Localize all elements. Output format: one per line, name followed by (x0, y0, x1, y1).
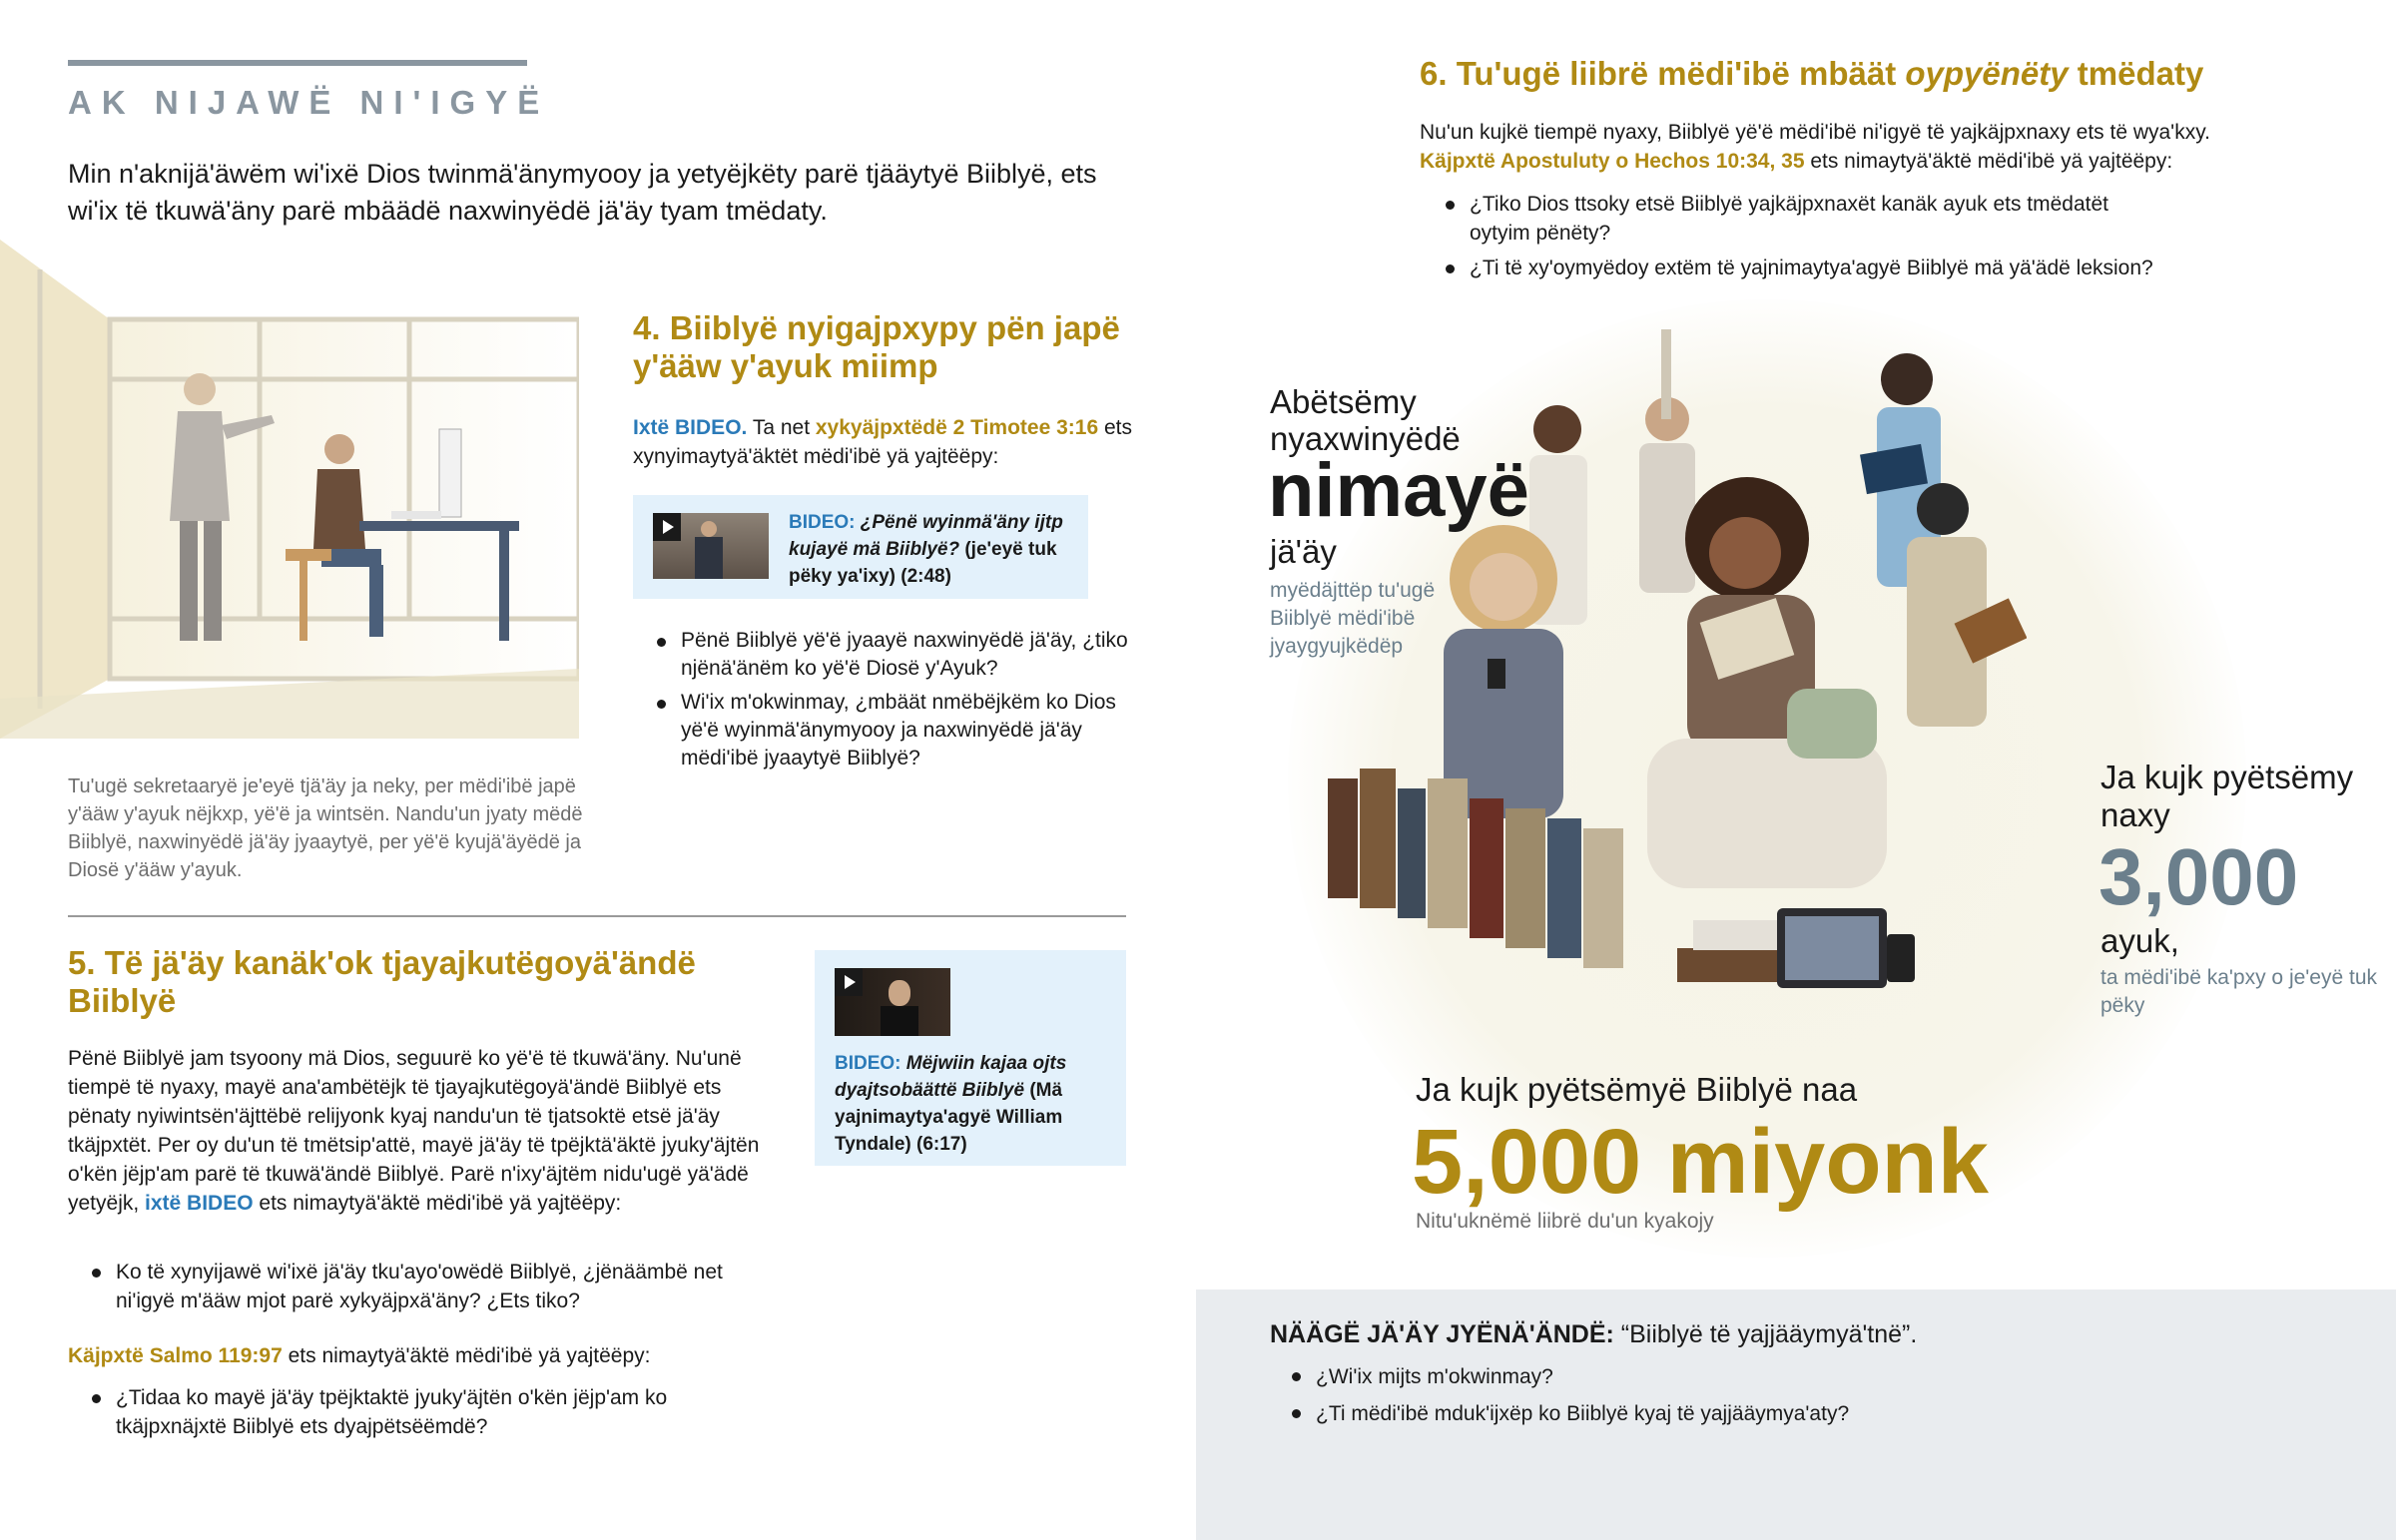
stat-1-text: Abëtsëmy nyaxwinyëdë (1270, 383, 1461, 457)
section-6-body: Nu'un kujkë tiempë nyaxy, Biiblyë yë'ë mëdi'ibë ni'igyë të yajkäjpxnaxy ets të wya'kxy. Käjpxtë Apostuluty o Hechos 10:34, 35 ets nimaytyä'äktë mëdi'ibë yä yajtëëpy: (1420, 121, 2210, 173)
list-item: Wi'ix m'okwinmay, ¿mbäät nmëbëjkëm ko Dios yë'ë wyinmä'änymyooy ja naxwinyëdë jä'äy mëdi'ibë jyaaytyë Biiblyë? (653, 689, 1132, 772)
section-5-questions (88, 1258, 777, 1321)
list-item: ¿Wi'ix mijts m'okwinmay? (1288, 1361, 2186, 1392)
scripture-link[interactable]: Käjpxtë Salmo 119:97 (68, 1344, 283, 1367)
section-6-heading: 6. Tu'ugë liibrë mëdi'ibë mbäät oypyënëty tmëdaty (1420, 55, 2204, 92)
divider (68, 915, 1126, 917)
list-item: ¿Tiko Dios ttsoky etsë Biiblyë yajkäjpxnaxët kanäk ayuk ets tmëdatët oytyim pënëty? (1442, 190, 2160, 248)
stat-3-highlight: 5,000 miyonk (1412, 1111, 1989, 1213)
stat-3-subtext: Nitu'uknëmë liibrë du'un kyakojy (1416, 1210, 1714, 1233)
section-5-questions-b (88, 1383, 777, 1447)
watch-video-link[interactable]: Ixtë BIDEO. (633, 416, 748, 439)
video-label: BIDEO: (835, 1053, 901, 1074)
section-kicker: AK NIJAWË NI'IGYË (68, 84, 550, 121)
video-card[interactable] (633, 495, 1088, 599)
section-4-questions (653, 627, 1132, 778)
stat-2-text-2: ayuk, (2100, 922, 2179, 959)
stat-3-text: Ja kujk pyëtsëmyë Biiblyë naa (1416, 1071, 1858, 1108)
stat-2-subtext: ta mëdi'ibë ka'pxy o je'eyë tuk pëky (2100, 966, 2378, 1017)
list-item: ¿Ti mëdi'ibë mduk'ijxëp ko Biiblyë kyaj të yajjääymya'aty? (1288, 1398, 2186, 1429)
watch-video-link[interactable]: ixtë BIDEO (145, 1192, 254, 1215)
section-6-questions (1442, 190, 2160, 288)
review-questions (1288, 1361, 2186, 1435)
office-illustration (0, 200, 579, 739)
list-item: Pënë Biiblyë yë'ë jyaayë naxwinyëdë jä'äy, ¿tiko njënä'änëm ko yë'ë Diosë y'Ayuk? (653, 627, 1132, 683)
stat-1-subtext: myëdäjttëp tu'ugë Biiblyë mëdi'ibë jyaygyujkëdëp (1270, 579, 1436, 658)
play-icon[interactable] (653, 513, 681, 541)
list-item: Ko të xynyijawë wi'ixë jä'äy tku'ayo'owëdë Biiblyë, ¿jënäämbë net ni'igyë m'ääw mjot parë xykyäjpxä'äny? ¿Ets tiko? (88, 1258, 777, 1315)
video-label: BIDEO: (789, 512, 856, 533)
section-5-heading: 5. Të jä'äy kanäk'ok tjayajkutëgoyä'ändë Biiblyë (68, 944, 696, 1019)
video-note: (je'eyë tuk pëky ya'ixy) (2:48) (789, 539, 1057, 587)
image-caption: Tu'ugë sekretaaryë je'eyë tjä'äy ja neky, per mëdi'ibë japë y'ääw y'ayuk nëjkxp, yë'ë ja wintsën. Nandu'un jyaty mëdë Biiblyë, naxwinyëdë jä'äy jyaaytyë, per yë'ë kyujä'äyëdë ja Diosë y'ääw y'ayuk. (68, 775, 583, 881)
scripture-link[interactable]: xykyäjpxtëdë 2 Timotee 3:16 (815, 416, 1099, 439)
video-note: (Mä yajnimaytya'agyë William Tyndale) (6:17) (835, 1080, 1063, 1155)
review-box (1196, 1289, 2396, 1540)
stat-1-text-2: jä'äy (1270, 533, 1337, 570)
review-title: NÄÄGË JÄ'ÄY JYËNÄ'ÄNDË: “Biiblyë të yajjääymyä'tnë”. (1270, 1320, 1918, 1348)
section-5-read: Käjpxtë Salmo 119:97 ets nimaytyä'äktë mëdi'ibë yä yajtëëpy: (68, 1344, 651, 1367)
section-5-body: Pënë Biiblyë jam tsyoony mä Dios, seguurë ko yë'ë të tkuwä'äny. Nu'unë tiempë të nyaxy, mayë ana'ambëtëjk të tjayajkutëgoyä'ändë Biiblyë ets pënaty nyiwintsën'äjttëbë relijyonk kyaj nandu'un të tjatsoktë etsë jä'äy tkäjpxtët. Per oy du'un të tmëtsip'attë, mayë jä'äy të tpëjktä'äktë jyuky'äjtën o'kën jëjp'am parë të tkuwä'ändë Biiblyë. Parë n'ixy'äjtëm nidu'ugë yä'ädë yetyëjk, ixtë BIDEO ets nimaytyä'äktë mëdi'ibë yä yajtëëpy: (68, 1047, 760, 1215)
list-item: ¿Ti të xy'oymyëdoy extëm të yajnimaytya'agyë Biiblyë mä yä'ädë leksion? (1442, 254, 2160, 282)
section-4-lead: Ixtë BIDEO. Ta net xykyäjpxtëdë 2 Timotee 3:16 ets xynyimaytyä'äktët mëdi'ibë yä yajtëëpy: (633, 416, 1132, 468)
section-4-heading: 4. Biiblyë nyigajpxypy pën japë y'ääw y'ayuk miimp (633, 309, 1120, 384)
stat-2-highlight: 3,000 (2098, 832, 2299, 921)
list-item: ¿Tidaa ko mayë jä'äy tpëjktaktë jyuky'äjtën o'kën jëjp'am ko tkäjpxnäjxtë Biiblyë ets dyajpëtsëëmdë? (88, 1383, 777, 1441)
stat-2-text: Ja kujk pyëtsëmy naxy (2100, 759, 2354, 833)
video-title: ¿Pënë wyinmä'äny ijtp kujayë mä Biiblyë? (789, 512, 1063, 560)
scripture-link[interactable]: Käjpxtë Apostuluty o Hechos 10:34, 35 (1420, 150, 1805, 173)
video-card[interactable] (815, 950, 1126, 1166)
section-rule (68, 60, 527, 66)
video-title: Mëjwiin kajaa ojts dyajtsobäättë Biiblyë (835, 1053, 1067, 1101)
stat-1-highlight: nimayë (1268, 448, 1529, 533)
intro-paragraph: Min n'aknijä'äwëm wi'ixë Dios twinmä'änymyooy ja yetyëjkëty parë tjääytyë Biiblyë, ets wi'ix të tkuwä'äny parë mbäädë naxwinyëdë jä'äy tyam tmëdaty. (68, 159, 1097, 226)
play-icon[interactable] (835, 968, 863, 996)
